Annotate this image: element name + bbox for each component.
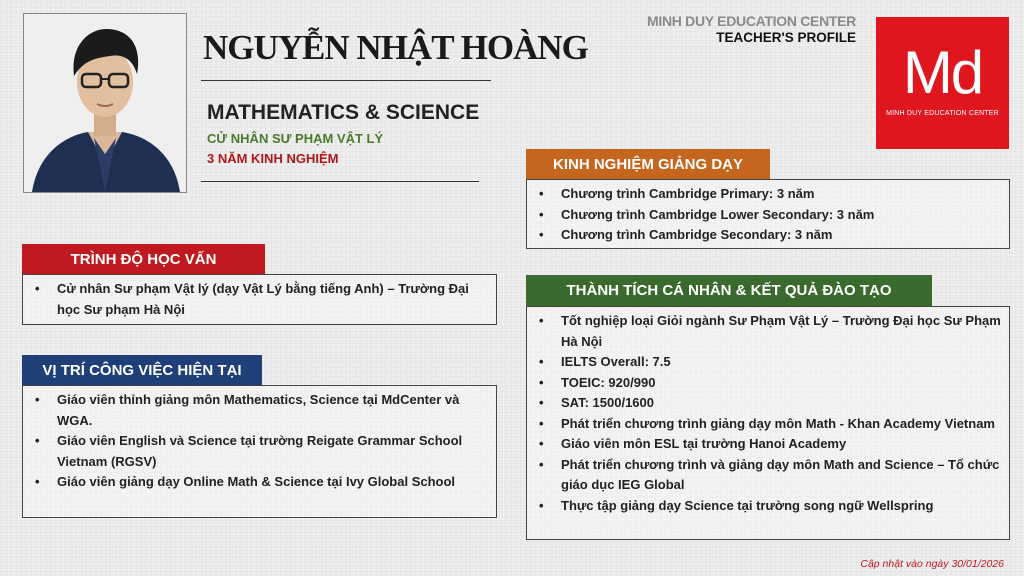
current-position-list: [33, 390, 488, 493]
logo-mark: Md: [902, 39, 983, 106]
teacher-degree: CỬ NHÂN SƯ PHẠM VẬT LÝ: [207, 131, 384, 146]
achievements-title: THÀNH TÍCH CÁ NHÂN & KẾT QUẢ ĐÀO TẠO: [566, 282, 892, 299]
logo-caption: MINH DUY EDUCATION CENTER: [886, 110, 999, 117]
list-item: • Chương trình Cambridge Primary: 3 năm: [537, 184, 1001, 205]
center-name: MINH DUY EDUCATION CENTER: [647, 13, 856, 29]
current-position-header: [22, 355, 262, 385]
center-logo: [876, 17, 1009, 149]
teacher-experience-years: 3 NĂM KINH NGHIỆM: [207, 151, 339, 166]
list-item: • Phát triển chương trình và giảng dạy môn Math and Science – Tổ chức giáo dục IEG Global: [537, 455, 1001, 496]
achievements-list: [537, 311, 1001, 516]
education-list: [33, 279, 488, 320]
teaching-experience-title: KINH NGHIỆM GIẢNG DẠY: [552, 155, 743, 173]
teacher-subject: MATHEMATICS & SCIENCE: [207, 101, 480, 124]
name-divider: [201, 80, 491, 81]
education-box: [22, 274, 497, 325]
education-title: TRÌNH ĐỘ HỌC VẤN: [70, 250, 217, 268]
teaching-experience-box: [526, 179, 1010, 249]
list-item: • Giáo viên thỉnh giảng môn Mathematics, Science tại MdCenter và WGA.: [33, 390, 488, 431]
education-header: [22, 244, 265, 274]
achievements-header: [526, 275, 932, 306]
last-updated-note: Cập nhật vào ngày 30/01/2026: [860, 558, 1004, 570]
list-item: • Tốt nghiệp loại Giỏi ngành Sư Phạm Vật Lý – Trường Đại học Sư Phạm Hà Nội: [537, 311, 1001, 352]
profile-label: TEACHER'S PROFILE: [716, 30, 856, 45]
list-item: • Giáo viên English và Science tại trường Reigate Grammar School Vietnam (RGSV): [33, 431, 488, 472]
headline-divider: [201, 181, 479, 182]
teaching-experience-header: [526, 149, 770, 179]
teaching-experience-list: [537, 184, 1001, 246]
list-item: • SAT: 1500/1600: [537, 393, 1001, 414]
list-item: • Giáo viên môn ESL tại trường Hanoi Academy: [537, 434, 1001, 455]
current-position-box: [22, 385, 497, 518]
list-item: • Phát triển chương trình giảng dạy môn Math - Khan Academy Vietnam: [537, 414, 1001, 435]
teacher-name: NGUYỄN NHẬT HOÀNG: [203, 28, 588, 67]
list-item: • Thực tập giảng dạy Science tại trường song ngữ Wellspring: [537, 496, 1001, 517]
teacher-photo: [23, 13, 187, 193]
current-position-title: VỊ TRÍ CÔNG VIỆC HIỆN TẠI: [42, 361, 242, 379]
achievements-box: [526, 306, 1010, 540]
list-item: • Giáo viên giảng dạy Online Math & Science tại Ivy Global School: [33, 472, 488, 493]
list-item: • TOEIC: 920/990: [537, 373, 1001, 394]
list-item: • IELTS Overall: 7.5: [537, 352, 1001, 373]
list-item: • Cử nhân Sư phạm Vật lý (dạy Vật Lý bằng tiếng Anh) – Trường Đại học Sư phạm Hà Nội: [33, 279, 488, 320]
list-item: • Chương trình Cambridge Lower Secondary: 3 năm: [537, 205, 1001, 226]
list-item: • Chương trình Cambridge Secondary: 3 năm: [537, 225, 1001, 246]
